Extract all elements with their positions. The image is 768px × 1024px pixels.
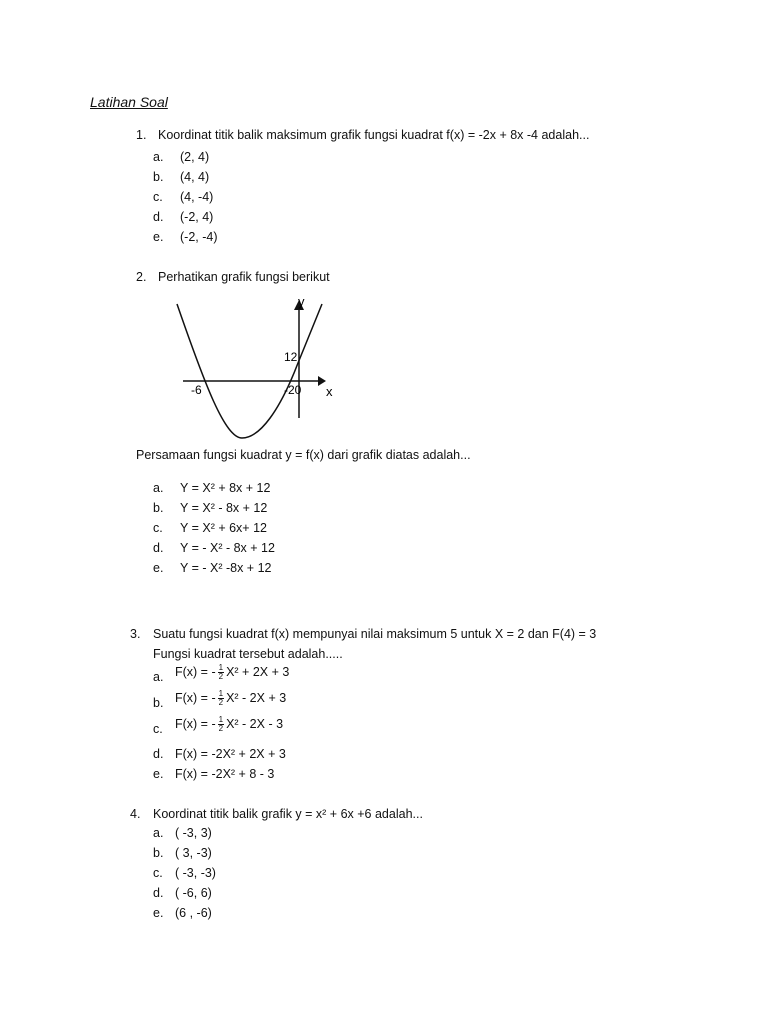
question-text: Suatu fungsi kuadrat f(x) mempunyai nilai maksimum 5 untuk X = 2 dan F(4) = 3: [153, 627, 597, 641]
question-number: 4.: [130, 807, 141, 821]
question-text-line-2: Fungsi kuadrat tersebut adalah.....: [153, 647, 343, 661]
fraction: [218, 690, 224, 707]
fraction-numerator: 1: [218, 663, 224, 672]
option-text: [175, 664, 289, 681]
option-letter: c.: [153, 521, 163, 535]
option-letter: a.: [153, 826, 164, 840]
root-label-right: -20: [284, 383, 302, 397]
option-text: Y = - X² - 8x + 12: [180, 541, 275, 555]
option-letter: b.: [153, 501, 164, 515]
option-text: F(x) = -2X² + 8 - 3: [175, 767, 275, 781]
fraction: [218, 716, 224, 733]
question-text: Koordinat titik balik maksimum grafik fungsi kuadrat f(x) = -2x + 8x -4 adalah...: [158, 128, 590, 142]
fraction-numerator: 1: [218, 689, 224, 698]
fraction-denominator: 2: [218, 698, 224, 707]
question-number: 2.: [136, 270, 147, 284]
option-letter: c.: [153, 722, 163, 736]
question-text: Koordinat titik balik grafik y = x² + 6x +6 adalah...: [153, 807, 423, 821]
option-text: ( -3, 3): [175, 826, 212, 840]
option-letter: d.: [153, 747, 164, 761]
option-text: [175, 716, 283, 733]
option-letter: a.: [153, 481, 164, 495]
option-text: (4, -4): [180, 190, 214, 204]
option-letter: b.: [153, 846, 164, 860]
option-prefix: F(x) = -: [175, 664, 216, 679]
option-text: F(x) = -2X² + 2X + 3: [175, 747, 286, 761]
option-letter: d.: [153, 210, 164, 224]
fraction-numerator: 1: [218, 715, 224, 724]
question-text: Perhatikan grafik fungsi berikut: [158, 270, 330, 284]
option-letter: b.: [153, 170, 164, 184]
option-letter: e.: [153, 767, 164, 781]
option-text: ( -3, -3): [175, 866, 216, 880]
question-number: 3.: [130, 627, 141, 641]
option-letter: e.: [153, 906, 164, 920]
fraction-denominator: 2: [218, 672, 224, 681]
option-letter: c.: [153, 190, 163, 204]
fraction: [218, 664, 224, 681]
y-intercept-label: 12: [284, 350, 298, 364]
option-text: ( -6, 6): [175, 886, 212, 900]
root-label-left: -6: [191, 383, 202, 397]
option-text: (2, 4): [180, 150, 210, 164]
parabola-curve: [177, 304, 322, 438]
page-title: Latihan Soal: [90, 94, 168, 110]
option-text: Y = X² - 8x + 12: [180, 501, 268, 515]
option-text: Y = X² + 8x + 12: [180, 481, 271, 495]
fraction-denominator: 2: [218, 724, 224, 733]
parabola-graph: [170, 290, 345, 450]
option-text: (6 , -6): [175, 906, 212, 920]
option-text: [175, 690, 286, 707]
option-text: Y = - X² -8x + 12: [180, 561, 272, 575]
question-prompt: Persamaan fungsi kuadrat y = f(x) dari grafik diatas adalah...: [136, 448, 471, 462]
option-text: (4, 4): [180, 170, 210, 184]
option-text: Y = X² + 6x+ 12: [180, 521, 267, 535]
option-suffix: X² - 2X - 3: [226, 716, 284, 731]
option-letter: a.: [153, 670, 164, 684]
option-letter: e.: [153, 230, 164, 244]
option-letter: e.: [153, 561, 164, 575]
option-text: (-2, -4): [180, 230, 218, 244]
x-axis-arrow: [318, 376, 326, 386]
option-letter: a.: [153, 150, 164, 164]
option-letter: d.: [153, 541, 164, 555]
option-prefix: F(x) = -: [175, 690, 216, 705]
option-letter: d.: [153, 886, 164, 900]
option-text: ( 3, -3): [175, 846, 212, 860]
y-axis-label: y: [298, 294, 305, 309]
option-letter: b.: [153, 696, 164, 710]
option-text: (-2, 4): [180, 210, 214, 224]
option-letter: c.: [153, 866, 163, 880]
x-axis-label: x: [326, 384, 333, 399]
option-suffix: X² - 2X + 3: [226, 690, 287, 705]
question-number: 1.: [136, 128, 147, 142]
option-suffix: X² + 2X + 3: [226, 664, 290, 679]
option-prefix: F(x) = -: [175, 716, 216, 731]
